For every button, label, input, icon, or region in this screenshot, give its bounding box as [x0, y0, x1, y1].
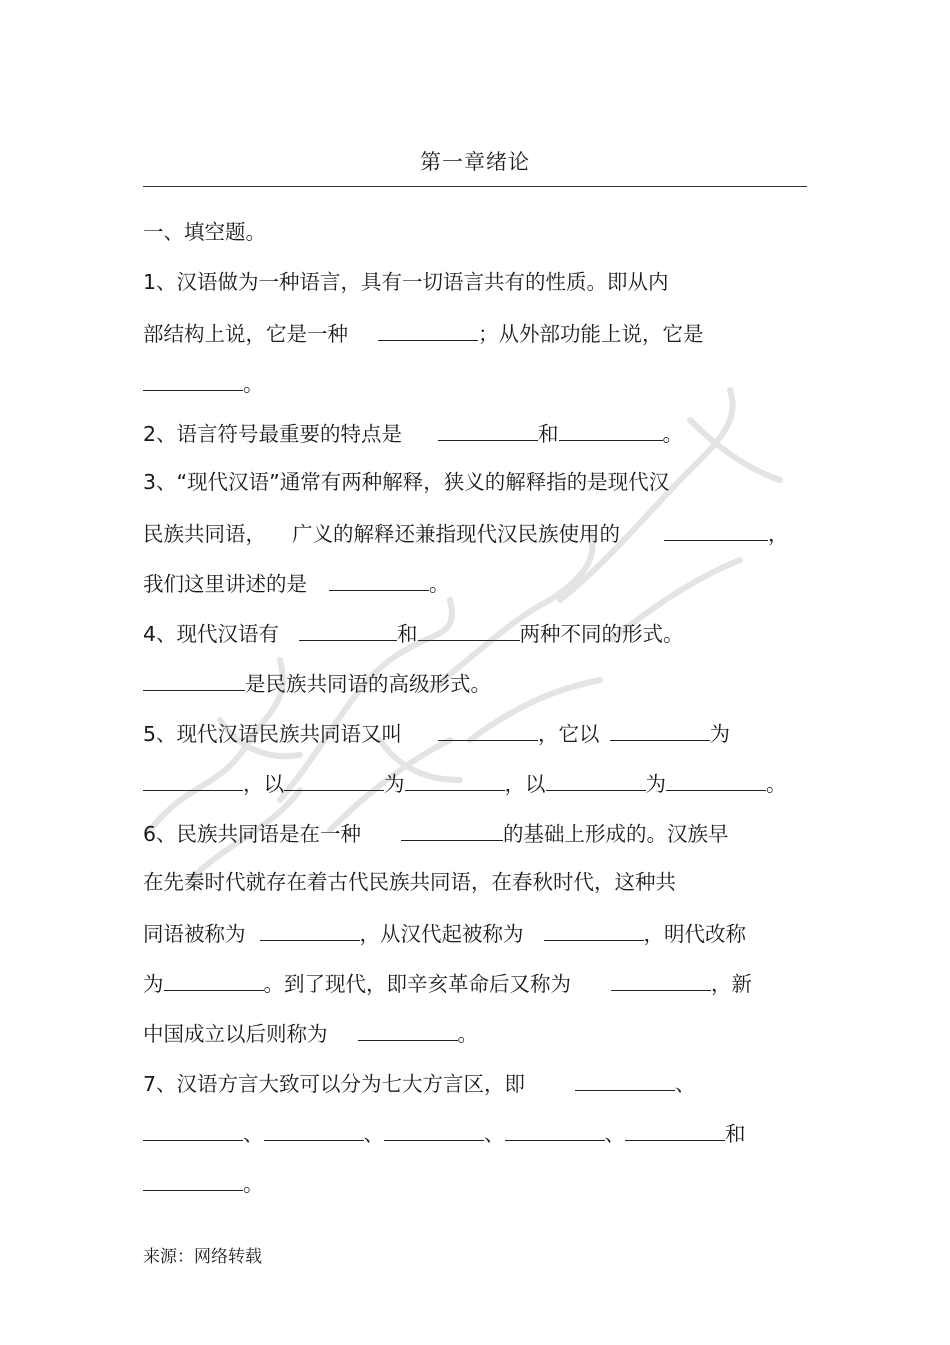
question-text: 、: [675, 1072, 696, 1096]
question-text: 和: [725, 1122, 746, 1146]
question-text: 的基础上形成的。汉族早: [503, 822, 729, 846]
title-divider: [143, 186, 807, 187]
question-4-line-1: [143, 618, 684, 648]
question-text: ，新: [711, 972, 752, 996]
question-6-line-2: 在先秦时代就存在着古代民族共同语，在春秋时代，这种共: [143, 870, 676, 894]
answer-blank[interactable]: [143, 368, 243, 391]
answer-blank[interactable]: [358, 1018, 458, 1041]
question-text: 为: [143, 972, 164, 996]
answer-blank[interactable]: [544, 918, 644, 941]
answer-blank[interactable]: [143, 1118, 243, 1141]
answer-blank[interactable]: [438, 418, 538, 441]
question-text: 和: [397, 622, 418, 646]
question-text: 5、现代汉语民族共同语又叫: [143, 722, 403, 746]
question-text: 中国成立以后则称为: [143, 1022, 328, 1046]
question-text: 广义的解释还兼指现代汉民族使用的: [292, 522, 620, 546]
answer-blank[interactable]: [299, 618, 397, 641]
source-note: 来源：网络转载: [143, 1247, 262, 1267]
question-6-line-4: [143, 968, 752, 998]
question-text: ，明代改称: [643, 922, 746, 946]
question-7-line-1: [143, 1068, 696, 1098]
page-title: 第一章绪论: [420, 150, 530, 174]
answer-blank[interactable]: [546, 768, 646, 791]
question-text: 。: [429, 572, 450, 596]
question-3-line-2: [143, 518, 789, 548]
question-text: 是民族共同语的高级形式。: [245, 672, 491, 696]
question-text: 民族共同语，: [143, 522, 266, 546]
separator: 、: [604, 1122, 625, 1146]
question-text: 7、汉语方言大致可以分为七大方言区，即: [143, 1072, 526, 1096]
question-2-line-1: [143, 418, 683, 448]
answer-blank[interactable]: [329, 568, 429, 591]
question-3-line-1: 3、“现代汉语”通常有两种解释，狭义的解释指的是现代汉: [143, 470, 670, 494]
answer-blank[interactable]: [666, 768, 766, 791]
question-3-line-3: [143, 568, 450, 598]
question-text: 。: [243, 372, 264, 396]
question-6-line-5: [143, 1018, 478, 1048]
question-6-line-3: [143, 918, 746, 948]
question-text: 部结构上说，它是一种: [143, 322, 348, 346]
answer-blank[interactable]: [264, 1118, 364, 1141]
answer-blank[interactable]: [260, 918, 360, 941]
question-text: 。: [662, 422, 684, 446]
question-7-line-3: [143, 1168, 264, 1198]
separator: 、: [243, 1122, 264, 1146]
question-text: 为: [645, 772, 666, 796]
answer-blank[interactable]: [611, 968, 711, 991]
answer-blank[interactable]: [164, 968, 264, 991]
question-text: ，以: [243, 772, 284, 796]
question-text: ，: [768, 522, 789, 546]
question-1-line-1: 1、汉语做为一种语言，具有一切语言共有的性质。即从内: [143, 270, 669, 294]
question-text: ，它以: [538, 722, 600, 746]
question-text: 2、语言符号最重要的特点是: [143, 422, 403, 446]
question-text: 两种不同的形式。: [519, 622, 684, 646]
question-text: 。: [457, 1022, 478, 1046]
question-text: 我们这里讲述的是: [143, 572, 307, 596]
answer-blank[interactable]: [418, 618, 520, 641]
separator: 、: [484, 1122, 505, 1146]
question-text: 。到了现代，即辛亥革命后又称为: [263, 972, 571, 996]
answer-blank[interactable]: [378, 318, 478, 341]
answer-blank[interactable]: [143, 768, 243, 791]
separator: 、: [363, 1122, 384, 1146]
question-text: ，从汉代起被称为: [359, 922, 524, 946]
question-text: 和: [538, 422, 559, 446]
question-4-line-2: [143, 668, 491, 698]
question-text: 4、现代汉语有: [143, 622, 280, 646]
question-5-line-1: [143, 718, 730, 748]
answer-blank[interactable]: [405, 768, 505, 791]
question-text: 。: [243, 1172, 264, 1196]
answer-blank[interactable]: [438, 718, 538, 741]
answer-blank[interactable]: [284, 768, 384, 791]
question-text: ；从外部功能上说，它是: [478, 322, 704, 346]
answer-blank[interactable]: [143, 1168, 243, 1191]
answer-blank[interactable]: [610, 718, 710, 741]
question-1-line-2: [143, 318, 704, 348]
answer-blank[interactable]: [143, 668, 245, 691]
question-6-line-1: [143, 818, 729, 848]
section-heading: 一、填空题。: [143, 220, 266, 244]
answer-blank[interactable]: [664, 518, 768, 541]
question-text: 。: [766, 772, 787, 796]
answer-blank[interactable]: [505, 1118, 605, 1141]
question-text: 为: [384, 772, 405, 796]
question-text: 为: [709, 722, 731, 746]
answer-blank[interactable]: [384, 1118, 484, 1141]
question-5-line-2: [143, 768, 787, 798]
answer-blank[interactable]: [559, 418, 663, 441]
question-text: 同语被称为: [143, 922, 246, 946]
question-7-line-2: [143, 1118, 746, 1148]
answer-blank[interactable]: [575, 1068, 675, 1091]
question-text: 6、民族共同语是在一种: [143, 822, 362, 846]
question-1-line-3: [143, 368, 264, 398]
answer-blank[interactable]: [625, 1118, 725, 1141]
answer-blank[interactable]: [401, 818, 503, 841]
question-text: ，以: [504, 772, 546, 796]
